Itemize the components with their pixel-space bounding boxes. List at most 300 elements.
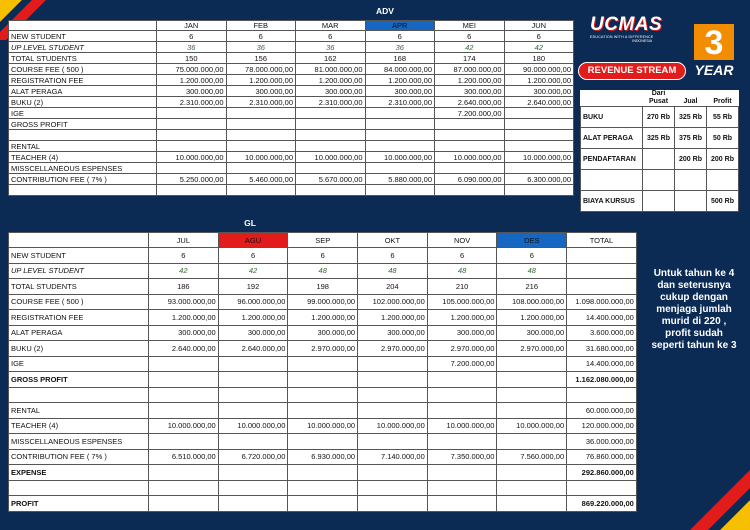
adv-table-row <box>9 31 574 42</box>
gl-cell <box>288 356 358 372</box>
gl-cell <box>218 465 288 481</box>
gl-cell: 48 <box>288 263 358 279</box>
adv-cell: 6 <box>226 31 296 42</box>
gl-cell <box>497 356 567 372</box>
gl-cell <box>567 248 637 264</box>
adv-cell: 168 <box>365 53 435 64</box>
pricing-row <box>581 170 739 191</box>
adv-month-header: JAN <box>157 21 227 31</box>
adv-cell <box>157 119 227 130</box>
gl-cell <box>288 372 358 388</box>
adv-cell: 10.000.000,00 <box>504 152 574 163</box>
gl-row-label: UP LEVEL STUDENT <box>9 263 149 279</box>
gl-cell <box>497 372 567 388</box>
adv-cell <box>296 141 366 152</box>
adv-cell: 6 <box>435 31 505 42</box>
gl-table-row <box>9 341 637 357</box>
gl-cell: 2.640.000,00 <box>218 341 288 357</box>
gl-cell: 42 <box>218 263 288 279</box>
adv-header-row <box>9 21 574 31</box>
gl-cell: 7.350.000,00 <box>427 449 497 465</box>
gl-cell <box>218 372 288 388</box>
gl-row-label: NEW STUDENT <box>9 248 149 264</box>
gl-cell: 14.400.000,00 <box>567 356 637 372</box>
adv-cell <box>435 130 505 141</box>
gl-month-header: OKT <box>358 233 428 248</box>
adv-cell <box>296 119 366 130</box>
gl-table-row <box>9 356 637 372</box>
gl-cell: 869.220.000,00 <box>567 496 637 512</box>
adv-table-row <box>9 64 574 75</box>
adv-cell <box>504 185 574 196</box>
adv-cell <box>504 108 574 119</box>
gl-cell: 6 <box>427 248 497 264</box>
gl-cell <box>358 403 428 419</box>
gl-cell: 48 <box>358 263 428 279</box>
pricing-cell <box>675 170 707 191</box>
adv-cell: 6 <box>296 31 366 42</box>
adv-month-header: MEI <box>435 21 505 31</box>
adv-row-label <box>9 130 157 141</box>
gl-table-row <box>9 465 637 481</box>
gl-cell: 210 <box>427 279 497 295</box>
gl-cell <box>427 372 497 388</box>
pricing-row <box>581 191 739 212</box>
gl-table-row <box>9 372 637 388</box>
adv-table-row <box>9 108 574 119</box>
gl-cell <box>218 387 288 403</box>
gl-cell: 10.000.000,00 <box>427 418 497 434</box>
gl-cell: 2.970.000,00 <box>288 341 358 357</box>
gl-cell: 1.098.000.000,00 <box>567 294 637 310</box>
adv-cell: 36 <box>226 42 296 53</box>
gl-cell <box>358 434 428 450</box>
adv-cell: 6 <box>365 31 435 42</box>
pricing-cell: 500 Rb <box>707 191 739 212</box>
pricing-row <box>581 107 739 128</box>
pricing-cell <box>643 191 675 212</box>
adv-cell: 2.310.000,00 <box>365 97 435 108</box>
gl-cell: 2.970.000,00 <box>358 341 428 357</box>
adv-row-label: GROSS PROFIT <box>9 119 157 130</box>
adv-cell: 2.640.000,00 <box>435 97 505 108</box>
gl-table-row <box>9 294 637 310</box>
gl-cell: 300.000,00 <box>427 325 497 341</box>
adv-cell: 300.000,00 <box>365 86 435 97</box>
gl-cell <box>288 496 358 512</box>
adv-row-label: UP LEVEL STUDENT <box>9 42 157 53</box>
gl-cell: 1.162.080.000,00 <box>567 372 637 388</box>
gl-row-label: IGE <box>9 356 149 372</box>
adv-cell <box>504 119 574 130</box>
gl-cell: 14.400.000,00 <box>567 310 637 326</box>
gl-cell: 6 <box>288 248 358 264</box>
adv-cell: 6 <box>157 31 227 42</box>
adv-row-label <box>9 185 157 196</box>
pricing-row <box>581 128 739 149</box>
adv-cell <box>365 185 435 196</box>
adv-cell <box>157 163 227 174</box>
gl-cell: 1.200.000,00 <box>288 310 358 326</box>
gl-cell: 120.000.000,00 <box>567 418 637 434</box>
adv-row-label: BUKU (2) <box>9 97 157 108</box>
adv-cell: 5.880.000,00 <box>365 174 435 185</box>
pricing-table <box>580 90 739 212</box>
gl-cell: 10.000.000,00 <box>218 418 288 434</box>
gl-cell: 105.000.000,00 <box>427 294 497 310</box>
gl-cell: 1.200.000,00 <box>427 310 497 326</box>
adv-cell: 90.000.000,00 <box>504 64 574 75</box>
gl-cell <box>218 480 288 496</box>
adv-cell: 150 <box>157 53 227 64</box>
pricing-cell <box>643 149 675 170</box>
gl-cell: 108.000.000,00 <box>497 294 567 310</box>
adv-row-label: COURSE FEE ( 500 ) <box>9 64 157 75</box>
gl-cell: 96.000.000,00 <box>218 294 288 310</box>
adv-month-header: JUN <box>504 21 574 31</box>
gl-cell <box>358 480 428 496</box>
adv-cell <box>157 108 227 119</box>
pricing-column-header: Jual <box>683 98 698 105</box>
gl-table-row <box>9 403 637 419</box>
pricing-cell <box>643 170 675 191</box>
adv-cell: 10.000.000,00 <box>296 152 366 163</box>
pricing-header-corner <box>581 90 643 107</box>
gl-cell: 198 <box>288 279 358 295</box>
adv-cell: 5.250.000,00 <box>157 174 227 185</box>
gl-cell: 42 <box>149 263 219 279</box>
gl-cell <box>149 434 219 450</box>
year-number: 3 <box>694 24 734 60</box>
gl-cell <box>427 387 497 403</box>
pricing-column-header: Dari Pusat <box>648 90 669 105</box>
gl-cell <box>149 480 219 496</box>
gl-cell <box>218 434 288 450</box>
adv-cell: 78.000.000,00 <box>226 64 296 75</box>
adv-cell <box>226 119 296 130</box>
adv-cell: 75.000.000,00 <box>157 64 227 75</box>
gl-cell <box>218 356 288 372</box>
gl-cell <box>288 403 358 419</box>
gl-row-label <box>9 480 149 496</box>
gl-header-row <box>9 233 637 248</box>
adv-cell: 84.000.000,00 <box>365 64 435 75</box>
gl-cell <box>288 465 358 481</box>
gl-cell: 6.510.000,00 <box>149 449 219 465</box>
gl-row-label: TEACHER (4) <box>9 418 149 434</box>
gl-cell <box>149 403 219 419</box>
gl-cell <box>567 263 637 279</box>
adv-table-row <box>9 174 574 185</box>
adv-cell <box>435 119 505 130</box>
gl-table-row <box>9 496 637 512</box>
pricing-row-label: PENDAFTARAN <box>581 149 643 170</box>
adv-row-label: TEACHER (4) <box>9 152 157 163</box>
adv-row-label: IGE <box>9 108 157 119</box>
adv-row-label: REGISTRATION FEE <box>9 75 157 86</box>
adv-cell: 5.460.000,00 <box>226 174 296 185</box>
gl-cell <box>427 434 497 450</box>
adv-title: ADV <box>376 6 394 16</box>
adv-cell: 87.000.000,00 <box>435 64 505 75</box>
adv-cell: 10.000.000,00 <box>226 152 296 163</box>
gl-row-label: BUKU (2) <box>9 341 149 357</box>
gl-cell <box>497 403 567 419</box>
pricing-cell: 270 Rb <box>643 107 675 128</box>
gl-table-row <box>9 279 637 295</box>
adv-cell: 6.090.000,00 <box>435 174 505 185</box>
pricing-header-row <box>581 90 739 107</box>
gl-cell <box>427 496 497 512</box>
adv-cell: 300.000,00 <box>435 86 505 97</box>
gl-row-label: COURSE FEE ( 500 ) <box>9 294 149 310</box>
adv-cell: 174 <box>435 53 505 64</box>
pricing-cell: 200 Rb <box>707 149 739 170</box>
adv-header-corner <box>9 21 157 31</box>
adv-cell <box>296 185 366 196</box>
adv-cell <box>296 130 366 141</box>
adv-month-header: APR <box>365 21 435 31</box>
adv-cell <box>435 185 505 196</box>
gl-month-header: AGU <box>218 233 288 248</box>
adv-table-row <box>9 97 574 108</box>
gl-cell: 1.200.000,00 <box>497 310 567 326</box>
adv-month-header: MAR <box>296 21 366 31</box>
adv-cell <box>365 130 435 141</box>
adv-table-row <box>9 141 574 152</box>
gl-row-label: TOTAL STUDENTS <box>9 279 149 295</box>
gl-cell: 6 <box>218 248 288 264</box>
adv-cell <box>157 130 227 141</box>
gl-cell: 7.140.000,00 <box>358 449 428 465</box>
adv-table-row <box>9 185 574 196</box>
gl-cell: 2.970.000,00 <box>497 341 567 357</box>
gl-cell: 10.000.000,00 <box>288 418 358 434</box>
adv-month-header: FEB <box>226 21 296 31</box>
gl-cell <box>427 403 497 419</box>
ucmas-logo <box>590 14 685 46</box>
adv-cell <box>504 130 574 141</box>
adv-cell <box>365 141 435 152</box>
gl-table-row <box>9 418 637 434</box>
pricing-cell: 50 Rb <box>707 128 739 149</box>
pricing-row-label <box>581 170 643 191</box>
pricing-cell <box>707 170 739 191</box>
adv-row-label: TOTAL STUDENTS <box>9 53 157 64</box>
adv-table-row <box>9 75 574 86</box>
adv-cell <box>296 163 366 174</box>
gl-cell <box>497 480 567 496</box>
pricing-cell: 375 Rb <box>675 128 707 149</box>
adv-cell: 1.200.000,00 <box>365 75 435 86</box>
adv-row-label: ALAT PERAGA <box>9 86 157 97</box>
adv-cell: 81.000.000,00 <box>296 64 366 75</box>
gl-table-row <box>9 263 637 279</box>
gl-cell <box>218 496 288 512</box>
gl-cell: 216 <box>497 279 567 295</box>
corner-stripes-bottom-right <box>690 470 750 530</box>
pricing-cell: 325 Rb <box>643 128 675 149</box>
gl-cell <box>149 356 219 372</box>
adv-cell <box>365 108 435 119</box>
gl-cell: 300.000,00 <box>288 325 358 341</box>
pricing-row-label: ALAT PERAGA <box>581 128 643 149</box>
gl-row-label: GROSS PROFIT <box>9 372 149 388</box>
gl-cell: 99.000.000,00 <box>288 294 358 310</box>
adv-cell: 2.310.000,00 <box>157 97 227 108</box>
adv-cell <box>226 163 296 174</box>
gl-table-row <box>9 480 637 496</box>
gl-cell <box>358 356 428 372</box>
adv-cell <box>226 108 296 119</box>
gl-cell: 6 <box>149 248 219 264</box>
gl-cell <box>288 434 358 450</box>
gl-cell: 6.930.000,00 <box>288 449 358 465</box>
adv-cell: 300.000,00 <box>157 86 227 97</box>
pricing-row-label: BIAYA KURSUS <box>581 191 643 212</box>
gl-cell: 1.200.000,00 <box>149 310 219 326</box>
adv-cell <box>157 141 227 152</box>
adv-cell: 10.000.000,00 <box>435 152 505 163</box>
gl-row-label: RENTAL <box>9 403 149 419</box>
gl-table-row <box>9 325 637 341</box>
adv-table-row <box>9 163 574 174</box>
adv-cell: 5.670.000,00 <box>296 174 366 185</box>
logo-tagline: EDUCATION WITH A DIFFERENCE <box>590 35 654 39</box>
adv-cell: 162 <box>296 53 366 64</box>
adv-row-label: NEW STUDENT <box>9 31 157 42</box>
adv-cell: 10.000.000,00 <box>157 152 227 163</box>
pricing-row-label: BUKU <box>581 107 643 128</box>
gl-cell: 93.000.000,00 <box>149 294 219 310</box>
adv-cell: 6.300.000,00 <box>504 174 574 185</box>
gl-cell: 1.200.000,00 <box>218 310 288 326</box>
gl-cell: 1.200.000,00 <box>358 310 428 326</box>
adv-table <box>8 20 574 196</box>
logo-wordmark: UCMAS <box>590 14 663 35</box>
gl-month-header: DES <box>497 233 567 248</box>
gl-row-label: PROFIT <box>9 496 149 512</box>
gl-cell <box>567 279 637 295</box>
gl-cell: 102.000.000,00 <box>358 294 428 310</box>
year-label: YEAR <box>694 62 734 78</box>
adv-cell: 180 <box>504 53 574 64</box>
gl-cell <box>358 372 428 388</box>
gl-row-label: EXPENSE <box>9 465 149 481</box>
adv-cell <box>365 163 435 174</box>
gl-cell: 48 <box>427 263 497 279</box>
gl-month-header: NOV <box>427 233 497 248</box>
adv-cell: 300.000,00 <box>504 86 574 97</box>
adv-cell: 156 <box>226 53 296 64</box>
adv-cell: 36 <box>157 42 227 53</box>
gl-cell <box>288 480 358 496</box>
gl-table-row <box>9 434 637 450</box>
revenue-stream-badge: REVENUE STREAM <box>578 62 686 80</box>
adv-cell: 36 <box>365 42 435 53</box>
gl-row-label <box>9 387 149 403</box>
adv-cell: 2.640.000,00 <box>504 97 574 108</box>
gl-table-row <box>9 449 637 465</box>
pricing-cell <box>675 191 707 212</box>
pricing-cell: 55 Rb <box>707 107 739 128</box>
gl-cell <box>358 387 428 403</box>
pricing-cell: 200 Rb <box>675 149 707 170</box>
gl-cell: 300.000,00 <box>358 325 428 341</box>
gl-cell: 292.860.000,00 <box>567 465 637 481</box>
growth-note: Untuk tahun ke 4 dan seterusnya cukup dengan menjaga jumlah murid di 220 , profit sudah seperti tahun ke 3 <box>651 268 737 351</box>
gl-cell <box>218 403 288 419</box>
adv-cell <box>296 108 366 119</box>
gl-cell <box>497 387 567 403</box>
adv-cell: 36 <box>296 42 366 53</box>
adv-cell <box>157 185 227 196</box>
gl-cell: 6.720.000,00 <box>218 449 288 465</box>
gl-cell: 300.000,00 <box>149 325 219 341</box>
logo-country: INDONESIA <box>632 39 652 43</box>
gl-cell: 76.860.000,00 <box>567 449 637 465</box>
gl-row-label: ALAT PERAGA <box>9 325 149 341</box>
gl-month-header: TOTAL <box>567 233 637 248</box>
gl-cell <box>149 372 219 388</box>
adv-cell: 1.200.000,00 <box>157 75 227 86</box>
gl-title: GL <box>244 218 256 228</box>
adv-cell: 1.200.000,00 <box>435 75 505 86</box>
gl-month-header: JUL <box>149 233 219 248</box>
gl-cell: 10.000.000,00 <box>497 418 567 434</box>
gl-cell: 7.200.000,00 <box>427 356 497 372</box>
adv-table-row <box>9 53 574 64</box>
pricing-row <box>581 149 739 170</box>
gl-cell <box>567 387 637 403</box>
gl-cell: 186 <box>149 279 219 295</box>
adv-cell: 1.200.000,00 <box>226 75 296 86</box>
gl-cell <box>497 496 567 512</box>
year-badge <box>690 24 738 84</box>
adv-cell: 1.200.000,00 <box>296 75 366 86</box>
pricing-column-header: Profit <box>713 98 732 105</box>
adv-cell <box>504 141 574 152</box>
adv-table-row <box>9 119 574 130</box>
adv-table-row <box>9 42 574 53</box>
gl-cell: 6 <box>358 248 428 264</box>
gl-cell: 192 <box>218 279 288 295</box>
gl-cell: 60.000.000,00 <box>567 403 637 419</box>
gl-cell <box>288 387 358 403</box>
adv-cell <box>435 141 505 152</box>
gl-row-label: CONTRIBUTION FEE ( 7% ) <box>9 449 149 465</box>
adv-cell: 1.200.000,00 <box>504 75 574 86</box>
gl-cell <box>358 465 428 481</box>
adv-row-label: RENTAL <box>9 141 157 152</box>
gl-row-label: MISSCELLANEOUS ESPENSES <box>9 434 149 450</box>
gl-table-row <box>9 310 637 326</box>
adv-cell: 42 <box>435 42 505 53</box>
adv-cell: 2.310.000,00 <box>296 97 366 108</box>
gl-cell: 48 <box>497 263 567 279</box>
gl-cell: 2.970.000,00 <box>427 341 497 357</box>
adv-cell <box>226 130 296 141</box>
gl-cell: 7.560.000,00 <box>497 449 567 465</box>
gl-cell <box>149 496 219 512</box>
adv-row-label: MISSCELLANEOUS ESPENSES <box>9 163 157 174</box>
gl-month-header: SEP <box>288 233 358 248</box>
adv-row-label: CONTRIBUTION FEE ( 7% ) <box>9 174 157 185</box>
gl-cell: 204 <box>358 279 428 295</box>
adv-cell: 300.000,00 <box>296 86 366 97</box>
gl-cell <box>358 496 428 512</box>
adv-cell: 6 <box>504 31 574 42</box>
